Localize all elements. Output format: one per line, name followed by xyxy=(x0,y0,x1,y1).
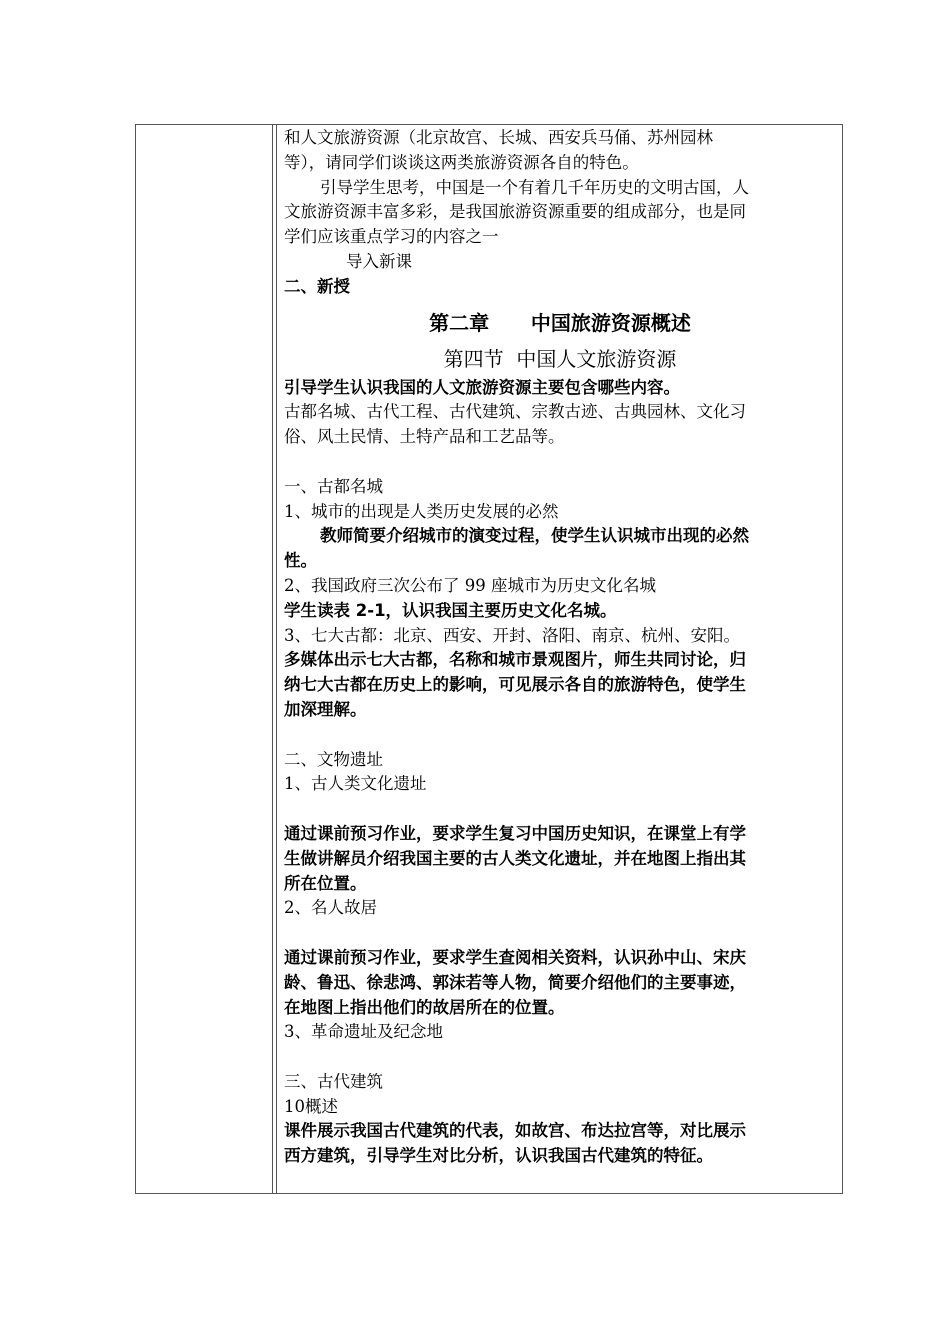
text-line: 在地图上指出他们的故居所在的位置。 xyxy=(284,997,565,1017)
text-line: 3、七大古都：北京、西安、开封、洛阳、南京、杭州、安阳。 xyxy=(284,625,740,645)
table-column-divider xyxy=(272,124,273,1194)
text-line: 龄、鲁迅、徐悲鸿、郭沫若等人物，简要介绍他们的主要事迹， xyxy=(284,972,746,992)
text-line: 加深理解。 xyxy=(284,699,367,719)
text-line: 1、古人类文化遗址 xyxy=(284,774,427,794)
blank-line xyxy=(284,723,836,748)
section-title: 第四节 中国人文旅游资源 xyxy=(443,346,677,371)
text-line: 通过课前预习作业，要求学生复习中国历史知识，在课堂上有学 xyxy=(284,823,746,843)
text-line: 3、革命遗址及纪念地 xyxy=(284,1022,443,1042)
text-line: 所在位置。 xyxy=(284,873,367,893)
text-line: 学们应该重点学习的内容之一 xyxy=(284,227,499,247)
text-line: 纳七大古都在历史上的影响，可见展示各自的旅游特色，使学生 xyxy=(284,675,746,695)
lesson-body xyxy=(284,376,836,1170)
text-line: 多媒体出示七大古都，名称和城市景观图片，师生共同讨论，归 xyxy=(284,650,746,670)
text-line: 一、古都名城 xyxy=(284,476,383,496)
chapter-title: 第二章 中国旅游资源概述 xyxy=(429,310,691,335)
text-line: 文旅游资源丰富多彩，是我国旅游资源重要的组成部分，也是同 xyxy=(284,202,746,222)
text-line: 和人文旅游资源（北京故宫、长城、西安兵马俑、苏州园林 xyxy=(284,128,713,147)
intro-paragraphs xyxy=(284,126,836,300)
blank-line xyxy=(284,1045,836,1070)
text-line: 课件展示我国古代建筑的代表，如故宫、布达拉宫等，对比展示 xyxy=(284,1121,746,1141)
text-line: 2、名人故居 xyxy=(284,898,377,918)
blank-line xyxy=(284,921,836,946)
lesson-content-cell xyxy=(284,126,836,1169)
text-line: 引导学生认识我国的人文旅游资源主要包含哪些内容。 xyxy=(284,377,680,397)
text-line: 性。 xyxy=(284,551,317,571)
table-column-divider-inner xyxy=(276,124,277,1194)
text-line: 2、我国政府三次公布了 99 座城市为历史文化名城 xyxy=(284,575,656,595)
text-line: 学生读表 2-1，认识我国主要历史文化名城。 xyxy=(284,600,617,620)
text-line: 教师简要介绍城市的演变过程，使学生认识城市出现的必然 xyxy=(320,526,749,546)
blank-line xyxy=(284,797,836,822)
text-line: 二、新授 xyxy=(284,276,350,296)
text-line: 三、古代建筑 xyxy=(284,1071,383,1091)
text-line: 古都名城、古代工程、古代建筑、宗教古迹、古典园林、文化习 xyxy=(284,402,746,422)
text-line: 导入新课 xyxy=(346,251,412,271)
text-line: 等），请同学们谈谈这两类旅游资源各自的特色。 xyxy=(284,152,639,172)
text-line: 俗、风土民情、土特产品和工艺品等。 xyxy=(284,427,565,447)
text-line: 西方建筑，引导学生对比分析，认识我国古代建筑的特征。 xyxy=(284,1146,713,1166)
text-line: 二、文物遗址 xyxy=(284,749,383,769)
text-line: 引导学生思考，中国是一个有着几千年历史的文明古国，人 xyxy=(320,177,749,197)
text-line: 生做讲解员介绍我国主要的古人类文化遗址，并在地图上指出其 xyxy=(284,848,746,868)
text-line: 1、城市的出现是人类历史发展的必然 xyxy=(284,501,559,521)
blank-line xyxy=(284,450,836,475)
text-line: 通过课前预习作业，要求学生查阅相关资料，认识孙中山、宋庆 xyxy=(284,947,746,967)
text-line: 10概述 xyxy=(284,1096,338,1116)
